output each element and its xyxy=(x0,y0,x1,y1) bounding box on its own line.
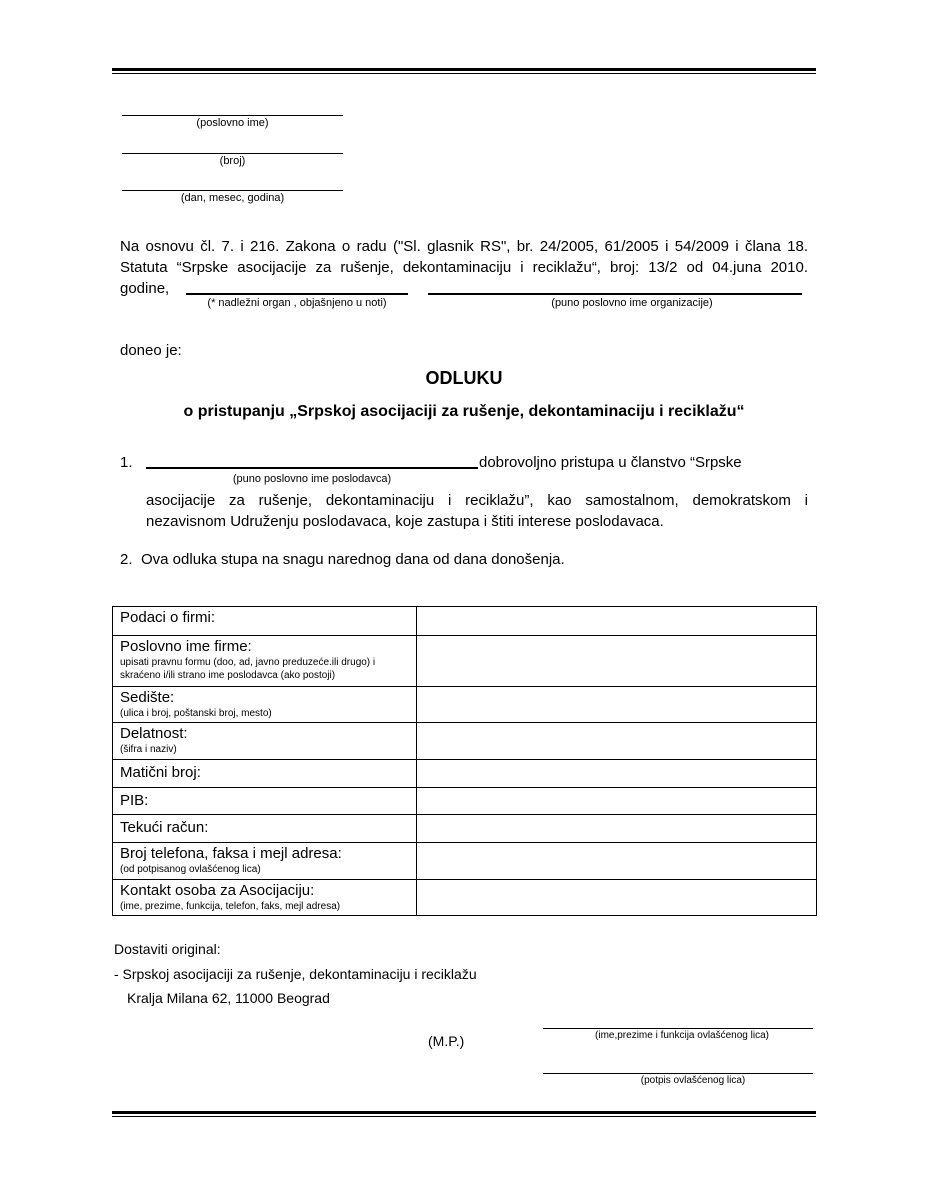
table-label-cell xyxy=(113,687,417,723)
table-label-cell xyxy=(113,723,417,760)
contact-numbers-label: Broj telefona, faksa i mejl adresa: xyxy=(120,845,342,862)
table-label-cell xyxy=(113,760,417,788)
contact-person-label: Kontakt osoba za Asocijaciju: xyxy=(120,882,315,899)
date-caption: (dan, mesec, godina) xyxy=(180,192,285,204)
table-row xyxy=(113,687,817,723)
delivery-line-2: Kralja Milana 62, 11000 Beograd xyxy=(127,990,330,1006)
top-rule xyxy=(112,68,816,74)
signature-line xyxy=(543,1073,813,1074)
table-row xyxy=(113,880,817,916)
signatory-name-line xyxy=(543,1028,813,1029)
employer-name-line xyxy=(146,467,478,469)
pib-label: PIB: xyxy=(120,792,149,809)
org-name-caption: (puno poslovno ime organizacije) xyxy=(551,297,713,309)
pib-value[interactable] xyxy=(417,788,817,815)
org-name-line xyxy=(428,293,802,295)
delivery-line-1: - Srpskoj asocijaciji za rušenje, dekontaminaciju i reciklažu xyxy=(114,966,477,982)
item-1-line-2: asocijacije za rušenje, dekontaminaciju i reciklažu”, kao samostalnom, demokratskom i xyxy=(146,492,808,509)
seat-label: Sedište: xyxy=(120,689,175,706)
employer-name-caption: (puno poslovno ime poslodavca) xyxy=(232,473,392,485)
table-label-cell xyxy=(113,636,417,687)
company-data-table xyxy=(112,606,817,916)
doneo-je: doneo je: xyxy=(120,342,182,359)
item-1-after-line: dobrovoljno pristupa u članstvo “Srpske xyxy=(479,454,742,471)
table-row xyxy=(113,843,817,880)
preamble-godine: godine, xyxy=(120,280,170,297)
item-1-number: 1. xyxy=(120,454,133,471)
delivery-heading: Dostaviti original: xyxy=(114,941,221,957)
contact-person-value[interactable] xyxy=(417,880,817,916)
number-caption: (broj) xyxy=(219,155,246,167)
number-line xyxy=(122,153,343,154)
business-name-caption: (poslovno ime) xyxy=(196,117,269,129)
organ-line xyxy=(186,293,408,295)
item-2-number: 2. xyxy=(120,551,133,568)
contact-person-hint: (ime, prezime, funkcija, telefon, faks, mejl adresa) xyxy=(120,901,341,912)
bottom-rule xyxy=(112,1111,816,1117)
signature-caption: (potpis ovlašćenog lica) xyxy=(640,1075,746,1086)
business-name-hint: upisati pravnu formu (doo, ad, javno preduzeće.ili drugo) i skraćeno i/ili strano ime poslodavca (ako postoji) xyxy=(120,657,376,681)
registration-number-value[interactable] xyxy=(417,760,817,788)
table-row xyxy=(113,815,817,843)
table-row xyxy=(113,723,817,760)
business-name-value[interactable] xyxy=(417,636,817,687)
seat-value[interactable] xyxy=(417,687,817,723)
company-data-value[interactable] xyxy=(417,607,817,636)
activity-hint: (šifra i naziv) xyxy=(120,744,177,755)
table-label-cell xyxy=(113,843,417,880)
preamble-line-2: Statuta “Srpske asocijacije za rušenje, dekontaminaciju i reciklažu“, broj: 13/2 od 04.juna 2010. xyxy=(120,259,808,276)
signatory-name-caption: (ime,prezime i funkcija ovlašćenog lica) xyxy=(595,1030,769,1041)
date-line xyxy=(122,190,343,191)
table-row xyxy=(113,760,817,788)
company-data-label: Podaci o firmi: xyxy=(120,609,216,626)
document-subtitle: o pristupanju „Srpskoj asocijaciji za rušenje, dekontaminaciju i reciklažu“ xyxy=(183,403,745,420)
contact-numbers-hint: (od potpisanog ovlašćenog lica) xyxy=(120,864,261,875)
activity-value[interactable] xyxy=(417,723,817,760)
business-name-label: Poslovno ime firme: xyxy=(120,638,252,655)
table-row xyxy=(113,636,817,687)
stamp-placeholder: (M.P.) xyxy=(428,1033,465,1049)
organ-caption: (* nadležni organ , objašnjeno u noti) xyxy=(207,297,387,309)
table-row xyxy=(113,788,817,815)
table-label-cell xyxy=(113,607,417,636)
business-name-line xyxy=(122,115,343,116)
table-label-cell xyxy=(113,815,417,843)
activity-label: Delatnost: xyxy=(120,725,188,742)
bank-account-value[interactable] xyxy=(417,815,817,843)
contact-numbers-value[interactable] xyxy=(417,843,817,880)
item-1-line-3: nezavisnom Udruženju poslodavaca, koje zastupa i štiti interese poslodavaca. xyxy=(146,513,664,530)
preamble-line-1: Na osnovu čl. 7. i 216. Zakona o radu ("Sl. glasnik RS", br. 24/2005, 61/2005 i 54/2009 i člana 18. xyxy=(120,238,808,255)
seat-hint: (ulica i broj, poštanski broj, mesto) xyxy=(120,708,272,719)
registration-number-label: Matični broj: xyxy=(120,764,201,781)
table-label-cell xyxy=(113,788,417,815)
table-label-cell xyxy=(113,880,417,916)
bank-account-label: Tekući račun: xyxy=(120,819,209,836)
document-title: ODLUKU xyxy=(425,368,503,388)
table-row xyxy=(113,607,817,636)
item-2-text: Ova odluka stupa na snagu narednog dana od dana donošenja. xyxy=(141,551,565,568)
